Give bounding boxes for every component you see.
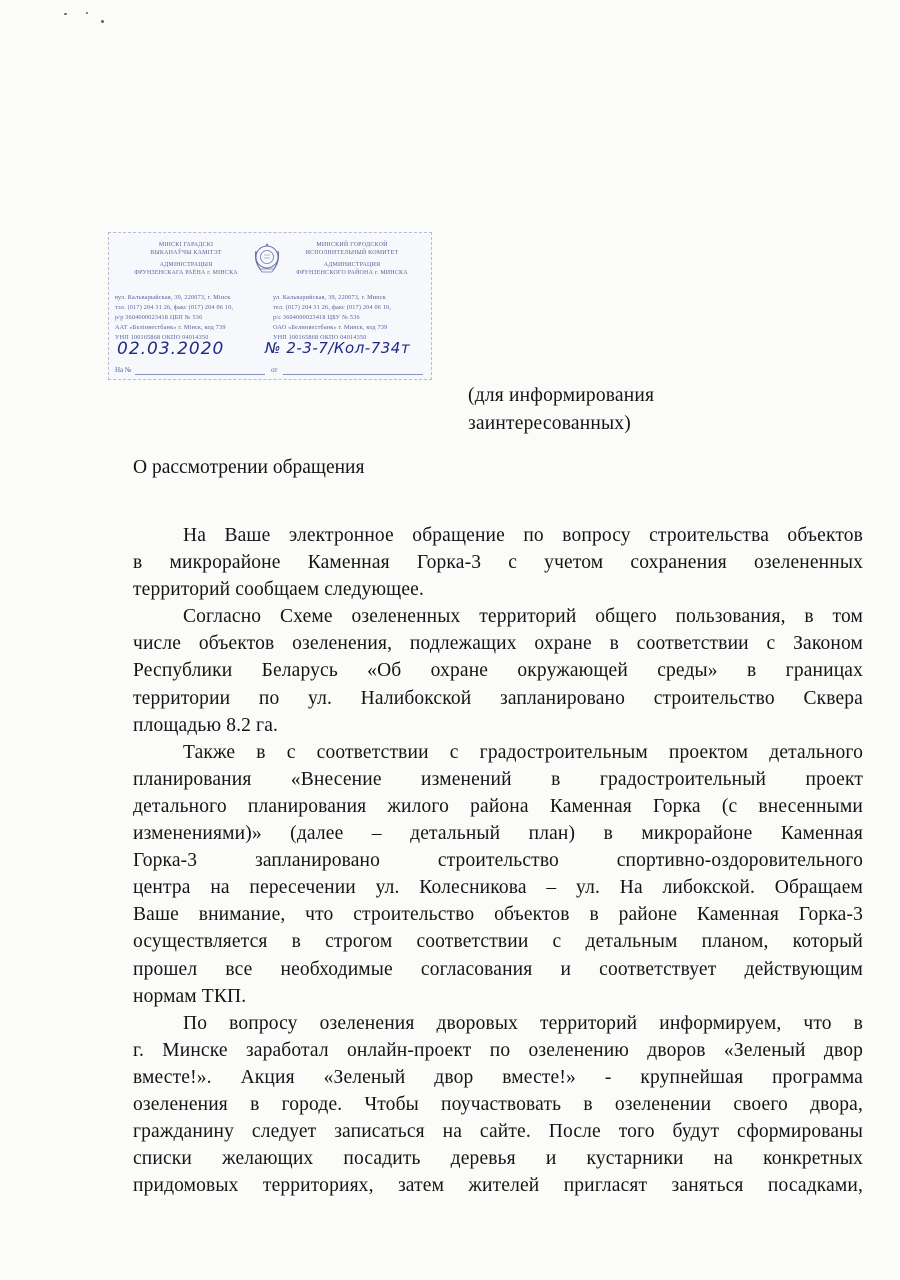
state-emblem-icon [252, 241, 282, 275]
recipient-block [468, 382, 728, 438]
letter-body [133, 522, 863, 1199]
text-line: осуществляется в строгом соответствии с детальным планом, который [133, 931, 863, 953]
text-line: числе объектов озеленения, подлежащих охране в соответствии с Законом [133, 633, 863, 655]
stamp-address-belarusian [115, 293, 265, 343]
text-line: центра на пересечении ул. Колесникова – ул. На либокской. Обращаем [133, 877, 863, 899]
text-line: По вопросу озеленения дворовых территорий информируем, что в [183, 1012, 863, 1034]
stamp-header-russian [281, 241, 423, 277]
text-line: Ваше внимание, что строительство объектов в районе Каменная Горка-3 [133, 904, 863, 926]
stamp-header-belarusian [115, 241, 257, 277]
stamp-address-line: УНП 100165868 ОКПО 04014350 [273, 334, 367, 341]
stamp-header-line: МИНСКИЙ ГОРОДСКОЙ [316, 242, 388, 248]
text-line: Республики Беларусь «Об охране окружающей среды» в границах [133, 660, 863, 682]
stamp-address-line: р/с 3604000023418 ЦБУ № 536 [273, 314, 360, 321]
stamp-address-line: тел. (017) 204 31 26, факс (017) 204 06 10, [273, 304, 392, 311]
letter-subject: О рассмотрении обращения [133, 457, 365, 478]
stamp-address-line: ул. Кальварийская, 39, 220073, г. Минск [273, 294, 386, 301]
text-line: в микрорайоне Каменная Горка-3 с учетом сохранения озелененных [133, 552, 863, 574]
text-line: Согласно Схеме озелененных территорий общего пользования, в том [183, 606, 863, 628]
scan-speck [101, 20, 104, 23]
letterhead-stamp [108, 232, 432, 380]
text-line: Горка-3 запланировано строительство спортивно-оздоровительного [133, 850, 863, 872]
stamp-header-line: ИСПОЛНИТЕЛЬНЫЙ КОМИТЕТ [305, 250, 399, 256]
stamp-address-line: тэл. (017) 204 31 26, факс (017) 204 06 10, [115, 304, 234, 311]
text-line: территории по ул. Налибокской запланировано строительство Сквера [133, 687, 863, 709]
stamp-reference-row [115, 365, 425, 375]
text-line: прошел все необходимые согласования и соответствует действующим [133, 958, 863, 980]
stamp-address-line: ОАО «Белинвестбанк» г. Минск, код 739 [273, 324, 388, 331]
paragraph [133, 739, 863, 1010]
paragraph [133, 1010, 863, 1200]
text-line: нормам ТКП. [133, 985, 247, 1007]
from-label: от [271, 366, 278, 374]
stamp-header-line: ФРУНЗЕНСКАГА РАЁНА г. МІНСКА [134, 270, 238, 276]
stamp-header-line: АДМИНИСТРАЦИЯ [323, 262, 381, 268]
text-line: придомовых территориях, затем жителей пригласят заняться посадками, [133, 1175, 863, 1197]
text-line: списки желающих посадить деревья и кустарники на конкретных [133, 1148, 863, 1170]
text-line: гражданину следует записаться на сайте. После того будут сформированы [133, 1121, 863, 1143]
handwritten-date: 02.03.2020 [117, 339, 225, 359]
text-line: детального планирования жилого района Каменная Горка (с внесенными [133, 795, 863, 817]
text-line: Также в с соответствии с градостроительным проектом детального [183, 741, 863, 763]
handwritten-reference-number: № 2-3-7/Кол-734т [265, 339, 411, 357]
stamp-header-line: ФРУНЗЕНСКОГО РАЙОНА г. МИНСКА [296, 270, 408, 276]
stamp-address-line: вул. Калъварыйская, 39, 220073, г. Мінск [115, 294, 231, 301]
scan-speck [64, 13, 67, 15]
paragraph [133, 522, 863, 603]
paragraph [133, 603, 863, 738]
text-line: вместе!». Акция «Зеленый двор вместе!» - крупнейшая программа [133, 1066, 863, 1088]
stamp-header-line: АДМІНІСТРАЦЫЯ [159, 262, 213, 268]
scan-speck [86, 12, 88, 14]
reference-label: На № [115, 366, 132, 374]
recipient-line: заинтересованных) [468, 413, 631, 434]
reference-underline [135, 374, 265, 375]
text-line: озеленения в городе. Чтобы поучаствовать в озеленении своего двора, [133, 1093, 863, 1115]
stamp-address-line: УНП 100165868 ОКПО 04014350 [115, 334, 209, 341]
text-line: планирования «Внесение изменений в градостроительный проект [133, 768, 863, 790]
text-line: площадью 8.2 га. [133, 714, 279, 736]
text-line: г. Минске заработал онлайн-проект по озеленению дворов «Зеленый двор [133, 1039, 863, 1061]
recipient-line: (для информирования [468, 385, 655, 406]
stamp-address-russian [273, 293, 423, 343]
text-line: территорий сообщаем следующее. [133, 579, 424, 601]
stamp-address-line: ААТ «Белінвестбанк» г. Мінск, код 739 [115, 324, 226, 331]
text-line: На Ваше электронное обращение по вопросу строительства объектов [183, 525, 863, 546]
stamp-header-line: МІНСКІ ГАРАДСКІ [158, 242, 214, 248]
from-underline [283, 374, 423, 375]
stamp-address-line: р/р 3604000023418 ЦБП № 536 [115, 314, 203, 321]
text-line: изменениями)» (далее – детальный план) в микрорайоне Каменная [133, 823, 863, 845]
stamp-header-line: ВЫКАНАЎЧЫ КАМІТЭТ [150, 250, 222, 256]
